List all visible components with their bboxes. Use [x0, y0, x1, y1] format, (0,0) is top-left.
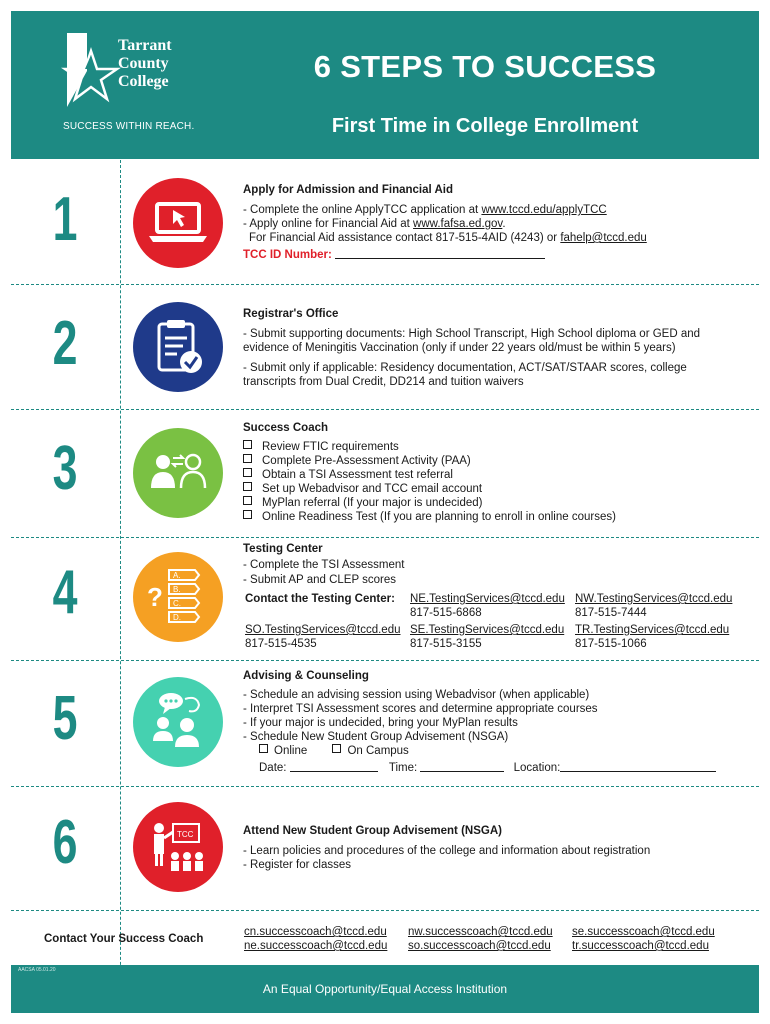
se-testing-phone: 817-515-3155 [410, 638, 482, 650]
time-field[interactable] [420, 771, 504, 772]
document-code: AACSA 05.01.20 [18, 967, 56, 973]
coach-contact-label: Contact Your Success Coach [44, 933, 204, 945]
quiz-question-mark: ? [147, 582, 163, 612]
step-1-line-1: - Complete the online ApplyTCC application at [243, 204, 482, 216]
ne-coach-email[interactable]: ne.successcoach@tccd.edu [244, 940, 388, 952]
so-testing-phone: 817-515-4535 [245, 638, 317, 650]
checklist-item-label: Review FTIC requirements [262, 441, 399, 453]
advising-chat-icon [133, 677, 223, 767]
quiz-options-icon [133, 552, 223, 642]
checkbox[interactable] [243, 454, 252, 463]
quiz-option-c: C. [173, 599, 181, 608]
quiz-option-b: B. [173, 585, 181, 594]
fahelp-email-link[interactable]: fahelp@tccd.edu [560, 232, 647, 244]
quiz-option-a: A. [173, 571, 181, 580]
step-1-line-2: - Apply online for Financial Aid at [243, 218, 414, 230]
online-option-label: Online [274, 745, 308, 757]
checklist-item[interactable] [243, 454, 743, 468]
step-5-heading: Advising & Counseling [243, 670, 369, 682]
step-2-heading: Registrar's Office [243, 308, 339, 320]
tagline: SUCCESS WITHIN REACH. [63, 121, 195, 132]
step-4-line-1: - Complete the TSI Assessment [243, 559, 405, 571]
step-6-section [243, 824, 743, 872]
checkbox[interactable] [243, 468, 252, 477]
tcc-id-label: TCC ID Number: [243, 249, 332, 261]
testing-contact-ne [410, 592, 565, 620]
checkbox[interactable] [243, 482, 252, 491]
tr-testing-email[interactable]: TR.TestingServices@tccd.edu [575, 624, 730, 636]
checklist-item[interactable] [243, 510, 743, 524]
checklist-item-label: Complete Pre-Assessment Activity (PAA) [262, 455, 471, 467]
step-divider [11, 910, 759, 911]
checklist-item[interactable] [243, 482, 743, 496]
checklist-item[interactable] [243, 468, 743, 482]
footer-banner [11, 965, 759, 1013]
step-2-para-1: - Submit supporting documents: High School Transcript, High School diploma or GED and evidence of Meningitis Vaccination (only if under 22 years old/must be within 5 years) [243, 328, 701, 354]
checkbox[interactable] [243, 496, 252, 505]
quiz-option-d: D. [173, 613, 181, 622]
se-testing-email[interactable]: SE.TestingServices@tccd.edu [410, 624, 565, 636]
location-label: Location: [513, 762, 561, 774]
header-banner [11, 11, 759, 159]
step-5-line-1: - Schedule an advising session using Webadvisor (when applicable) [243, 689, 590, 701]
se-coach-email[interactable]: se.successcoach@tccd.edu [572, 926, 715, 938]
step-number-5: 5 [52, 684, 78, 753]
checklist-item-label: Online Readiness Test (If you are planning to enroll in online courses) [262, 511, 616, 523]
checkbox[interactable] [243, 440, 252, 449]
step-divider [11, 786, 759, 787]
testing-contact-se [410, 623, 564, 651]
date-field[interactable] [290, 771, 378, 772]
step-6-line-1: - Learn policies and procedures of the college and information about registration [243, 845, 651, 857]
star-logo-icon [61, 31, 121, 111]
ne-testing-phone: 817-515-6868 [410, 607, 482, 619]
step-1-line-2-suffix: . [502, 218, 506, 230]
location-field[interactable] [560, 771, 716, 772]
logo-line-1: Tarrant [118, 37, 172, 54]
checklist-item-label: Set up Webadvisor and TCC email account [262, 483, 483, 495]
cn-coach-email[interactable]: cn.successcoach@tccd.edu [244, 926, 387, 938]
logo-line-3: College [118, 73, 169, 90]
coach-email-column-2 [408, 925, 553, 953]
step-3-section [243, 421, 743, 524]
step-2-para-2: - Submit only if applicable: Residency documentation, ACT/SAT/STAAR scores, college transcripts from Dual Credit, DD214 and tuition waivers [243, 362, 687, 388]
time-label: Time: [388, 762, 418, 774]
testing-contact-label: Contact the Testing Center: [245, 593, 395, 605]
step-5-section [243, 669, 743, 775]
step-4-line-2: - Submit AP and CLEP scores [243, 574, 396, 586]
step-5-line-2: - Interpret TSI Assessment scores and determine appropriate courses [243, 703, 598, 715]
checklist-item[interactable] [243, 496, 743, 510]
clipboard-check-icon [133, 302, 223, 392]
testing-contact-so [245, 623, 401, 651]
so-testing-email[interactable]: SO.TestingServices@tccd.edu [245, 624, 401, 636]
presentation-board-label: TCC [177, 830, 194, 839]
coach-email-column-3 [572, 925, 715, 953]
logo-line-2: County [118, 55, 169, 72]
nw-testing-email[interactable]: NW.TestingServices@tccd.edu [575, 593, 733, 605]
laptop-icon [133, 178, 223, 268]
step-number-6: 6 [52, 808, 78, 877]
testing-contact-nw [575, 592, 732, 620]
nw-coach-email[interactable]: nw.successcoach@tccd.edu [408, 926, 553, 938]
page-title: 6 STEPS TO SUCCESS [313, 49, 657, 84]
online-checkbox[interactable] [259, 744, 268, 753]
step-5-line-3: - If your major is undecided, bring your MyPlan results [243, 717, 518, 729]
footer-text: An Equal Opportunity/Equal Access Institution [262, 982, 508, 996]
tr-testing-phone: 817-515-1066 [575, 638, 647, 650]
checklist-item[interactable] [243, 440, 743, 454]
ne-testing-email[interactable]: NE.TestingServices@tccd.edu [410, 593, 565, 605]
testing-contact-tr [575, 623, 729, 651]
coach-exchange-icon [133, 428, 223, 518]
on-campus-option-label: On Campus [347, 745, 409, 757]
step-divider [11, 284, 759, 285]
step-5-line-4: - Schedule New Student Group Advisement (NSGA) [243, 731, 509, 743]
checkbox[interactable] [243, 510, 252, 519]
date-label: Date: [259, 762, 287, 774]
coach-email-column-1 [244, 925, 387, 953]
step-number-4: 4 [52, 558, 78, 627]
presentation-icon [133, 802, 223, 892]
step-1-line-3: For Financial Aid assistance contact 817-515-4AID (4243) or [249, 232, 561, 244]
checklist-item-label: MyPlan referral (If your major is undecided) [262, 497, 483, 509]
applytcc-link[interactable]: www.tccd.edu/applyTCC [481, 204, 607, 216]
step-1-section [243, 183, 743, 262]
page-subtitle: First Time in College Enrollment [331, 115, 639, 137]
step-divider [11, 660, 759, 661]
vertical-divider [120, 160, 121, 1000]
step-2-section [243, 307, 733, 389]
checklist-item-label: Obtain a TSI Assessment test referral [262, 469, 453, 481]
step-1-heading: Apply for Admission and Financial Aid [243, 184, 453, 196]
step-6-line-2: - Register for classes [243, 859, 352, 871]
step-divider [11, 409, 759, 410]
fafsa-link[interactable]: www.fafsa.ed.gov [413, 218, 503, 230]
step-6-heading: Attend New Student Group Advisement (NSGA) [243, 825, 502, 837]
tcc-id-field[interactable] [335, 258, 545, 259]
logo-wordmark [118, 37, 172, 91]
step-number-1: 1 [52, 185, 78, 254]
so-coach-email[interactable]: so.successcoach@tccd.edu [408, 940, 551, 952]
step-4-heading: Testing Center [243, 543, 323, 555]
step-number-3: 3 [52, 434, 78, 503]
nw-testing-phone: 817-515-7444 [575, 607, 647, 619]
step-4-section [243, 542, 743, 587]
step-divider [11, 537, 759, 538]
on-campus-checkbox[interactable] [332, 744, 341, 753]
step-3-heading: Success Coach [243, 422, 329, 434]
tr-coach-email[interactable]: tr.successcoach@tccd.edu [572, 940, 709, 952]
step-number-2: 2 [52, 309, 78, 378]
